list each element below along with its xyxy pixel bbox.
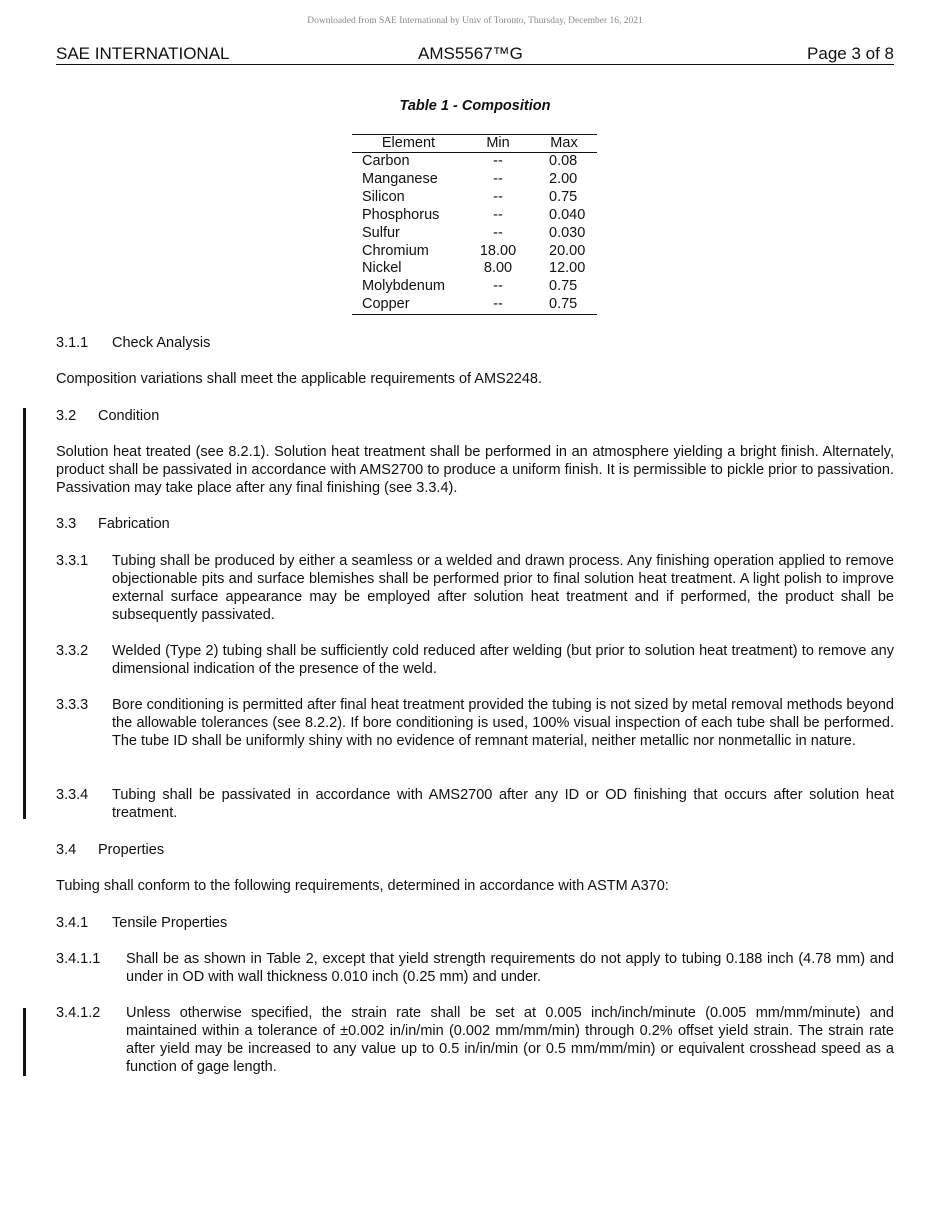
header-page-number: Page 3 of 8	[807, 44, 894, 63]
section-number: 3.4	[56, 842, 77, 858]
header-document-number: AMS5567™G	[418, 44, 523, 63]
element-name: Molybdenum	[362, 278, 446, 295]
max-value: 0.75	[531, 296, 597, 314]
table-row	[352, 171, 597, 189]
min-value: 8.00	[483, 260, 513, 277]
section-3-4-text: Tubing shall conform to the following requirements, determined in accordance with ASTM A370:	[56, 878, 669, 894]
max-value: 12.00	[549, 260, 586, 277]
min-value: --	[493, 188, 503, 205]
table-header-row	[352, 135, 597, 153]
section-3-1-1-heading	[56, 334, 211, 352]
section-3-3-1-text: Tubing shall be produced by either a seamless or a welded and drawn process. Any finishing operation applied to remove objectionable pits and surface blemishes shall be performed prior to final solution heat treatment. A light polish to improve external surface appearance may be employed after solution heat treatment and if performed, the product shall be subsequently passivated.	[112, 553, 894, 623]
section-number: 3.1.1	[56, 335, 89, 351]
section-3-3-4-text: Tubing shall be passivated in accordance with AMS2700 after any ID or OD finishing that occurs after solution heat treatment.	[112, 787, 894, 821]
section-3-2-heading	[56, 407, 160, 425]
min-value: --	[493, 224, 503, 241]
section-number: 3.3	[56, 516, 77, 532]
download-watermark: Downloaded from SAE International by Univ of Toronto, Thursday, December 16, 2021	[307, 16, 643, 26]
min-value: --	[493, 278, 503, 295]
page-header	[56, 44, 894, 65]
element-name: Carbon	[362, 153, 410, 169]
min-value: 18.00	[479, 242, 517, 259]
max-value: 0.040	[549, 206, 586, 223]
section-3-4-1-2-text: Unless otherwise specified, the strain rate shall be set at 0.005 inch/inch/minute (0.005 mm/mm/minute) and maintained within a tolerance of ±0.002 in/in/min (0.002 mm/mm/min) through 0.2% offset yield strain. The strain rate after yield may be increased to any value up to 0.5 in/in/min (or 0.5 mm/mm/min) or equivalent crosshead speed as a function of gage length.	[126, 1005, 894, 1075]
section-3-4-heading	[56, 841, 165, 859]
column-header-element: Element	[352, 135, 465, 153]
element-name: Chromium	[362, 242, 429, 259]
min-value: --	[493, 170, 503, 187]
min-value: --	[493, 206, 503, 223]
section-3-3-4-number: 3.3.4	[56, 787, 89, 803]
column-header-max: Max	[531, 135, 597, 153]
table-row	[352, 207, 597, 225]
section-number: 3.2	[56, 408, 77, 424]
table-row	[352, 243, 597, 261]
section-title: Fabrication	[98, 516, 170, 532]
section-title: Check Analysis	[112, 335, 211, 351]
max-value: 2.00	[549, 170, 578, 187]
element-name: Phosphorus	[362, 206, 440, 223]
element-name: Silicon	[362, 188, 405, 205]
min-value: --	[465, 296, 531, 314]
table-row	[352, 153, 597, 171]
max-value: 0.08	[549, 153, 578, 169]
section-3-3-3-number: 3.3.3	[56, 697, 89, 713]
max-value: 0.75	[549, 188, 578, 205]
max-value: 0.030	[549, 224, 586, 241]
section-3-1-1-text: Composition variations shall meet the applicable requirements of AMS2248.	[56, 371, 543, 387]
max-value: 0.75	[549, 278, 578, 295]
column-header-min: Min	[465, 135, 531, 153]
element-name: Manganese	[362, 170, 438, 187]
section-3-3-2-number: 3.3.2	[56, 643, 89, 659]
table-1-caption: Table 1 - Composition	[399, 98, 551, 114]
section-title: Condition	[98, 408, 160, 424]
table-row	[352, 278, 597, 296]
composition-table	[352, 134, 597, 315]
section-3-4-1-1-number: 3.4.1.1	[56, 951, 101, 967]
max-value: 20.00	[549, 242, 586, 259]
element-name: Copper	[352, 296, 465, 314]
section-3-4-1-1-text: Shall be as shown in Table 2, except that yield strength requirements do not apply to tubing 0.188 inch (4.78 mm) and under in OD with wall thickness 0.010 inch (0.25 mm) and under.	[126, 951, 894, 985]
min-value: --	[493, 153, 503, 169]
section-3-2-text: Solution heat treated (see 8.2.1). Solution heat treatment shall be performed in an atmosphere yielding a bright finish. Alternately, product shall be passivated in accordance with AMS2700 to produce a uniform finish. It is permissible to pickle prior to passivation. Passivation may take place after any final finishing (see 3.3.4).	[56, 444, 894, 496]
section-number: 3.4.1	[56, 915, 89, 931]
section-3-4-1-heading	[56, 914, 228, 932]
section-3-3-3-text: Bore conditioning is permitted after final heat treatment provided the tubing is not sized by metal removal methods beyond the allowable tolerances (see 8.2.2). If bore conditioning is used, 100% visual inspection of each tube shall be performed. The tube ID shall be uniformly shiny with no evidence of remnant material, neither metallic nor nonmetallic in nature.	[112, 697, 894, 749]
section-3-3-1-number: 3.3.1	[56, 553, 89, 569]
section-3-3-2-text: Welded (Type 2) tubing shall be sufficiently cold reduced after welding (but prior to solution heat treatment) to remove any dimensional indication of the presence of the weld.	[112, 643, 894, 677]
table-row	[352, 189, 597, 207]
table-row	[352, 296, 597, 314]
revision-change-bar	[23, 408, 26, 819]
section-title: Properties	[98, 842, 165, 858]
element-name: Nickel	[362, 260, 402, 277]
table-row	[352, 225, 597, 243]
header-organization: SAE INTERNATIONAL	[56, 44, 230, 63]
section-3-4-1-2-number: 3.4.1.2	[56, 1005, 101, 1021]
section-title: Tensile Properties	[112, 915, 228, 931]
table-row	[352, 260, 597, 278]
section-3-3-heading	[56, 515, 170, 533]
element-name: Sulfur	[362, 224, 400, 241]
revision-change-bar	[23, 1008, 26, 1076]
